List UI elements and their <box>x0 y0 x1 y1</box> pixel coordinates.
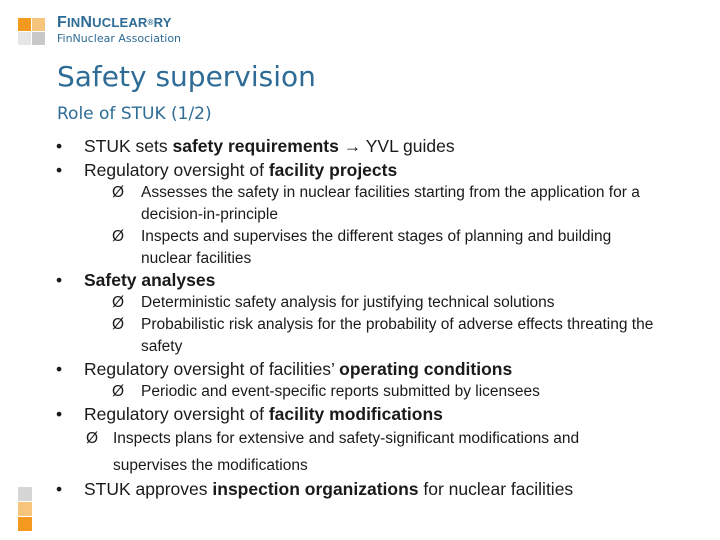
sub-bullet-text: Inspects plans for extensive and safety-significant modifications and supervises the modifications <box>113 430 580 474</box>
bullet-text: Safety analyses <box>84 270 216 290</box>
arrow-bullet-icon: Ø <box>86 430 99 447</box>
footer-square-light <box>18 502 32 516</box>
sub-bullet-text: Assesses the safety in nuclear facilities starting from the application for a decision-in-principle <box>141 184 640 223</box>
brand-subtitle: FinNuclear Association <box>57 32 182 45</box>
bullet-dot: • <box>56 160 63 180</box>
arrow-bullet-icon: Ø <box>112 228 125 245</box>
arrow-bullet-icon: Ø <box>112 184 125 201</box>
logo-square-light <box>32 18 45 31</box>
arrow-bullet-icon: Ø <box>112 383 125 400</box>
bullet-text: STUK sets safety requirements → YVL guides <box>84 136 455 156</box>
logo-square-orange <box>18 18 31 31</box>
sub-bullet-text: Probabilistic risk analysis for the probability of adverse effects threating the safety <box>141 316 654 355</box>
bullet-dot: • <box>56 270 63 290</box>
sub-bullet-text: Periodic and event-specific reports submitted by licensees <box>141 383 540 400</box>
bullet-dot: • <box>56 359 63 379</box>
bullet-text: STUK approves inspection organizations for nuclear facilities <box>84 479 574 499</box>
bullet-text: Regulatory oversight of facility projects <box>84 160 398 180</box>
logo-wordmark <box>57 14 181 46</box>
bullet-text: Regulatory oversight of facility modifications <box>84 404 443 424</box>
arrow-bullet-icon: Ø <box>112 294 125 311</box>
bullet-dot: • <box>56 404 63 424</box>
logo-square-grey <box>32 32 45 45</box>
sub-bullet-text: Deterministic safety analysis for justifying technical solutions <box>141 294 555 311</box>
bullet-text: Regulatory oversight of facilities’ operating conditions <box>84 359 513 379</box>
arrow-bullet-icon: Ø <box>112 316 125 333</box>
brand-name: FINNUCLEAR®RY <box>57 14 172 31</box>
logo-square-lightgrey <box>18 32 31 45</box>
bullet-dot: • <box>56 479 63 499</box>
sub-bullet-text: Inspects and supervises the different stages of planning and building nuclear facilities <box>141 228 612 267</box>
bullet-dot: • <box>56 136 63 156</box>
slide-title: Safety supervision <box>57 60 316 93</box>
footer-square-orange <box>18 517 32 531</box>
slide-subtitle: Role of STUK (1/2) <box>57 104 212 124</box>
footer-square-grey <box>18 487 32 501</box>
